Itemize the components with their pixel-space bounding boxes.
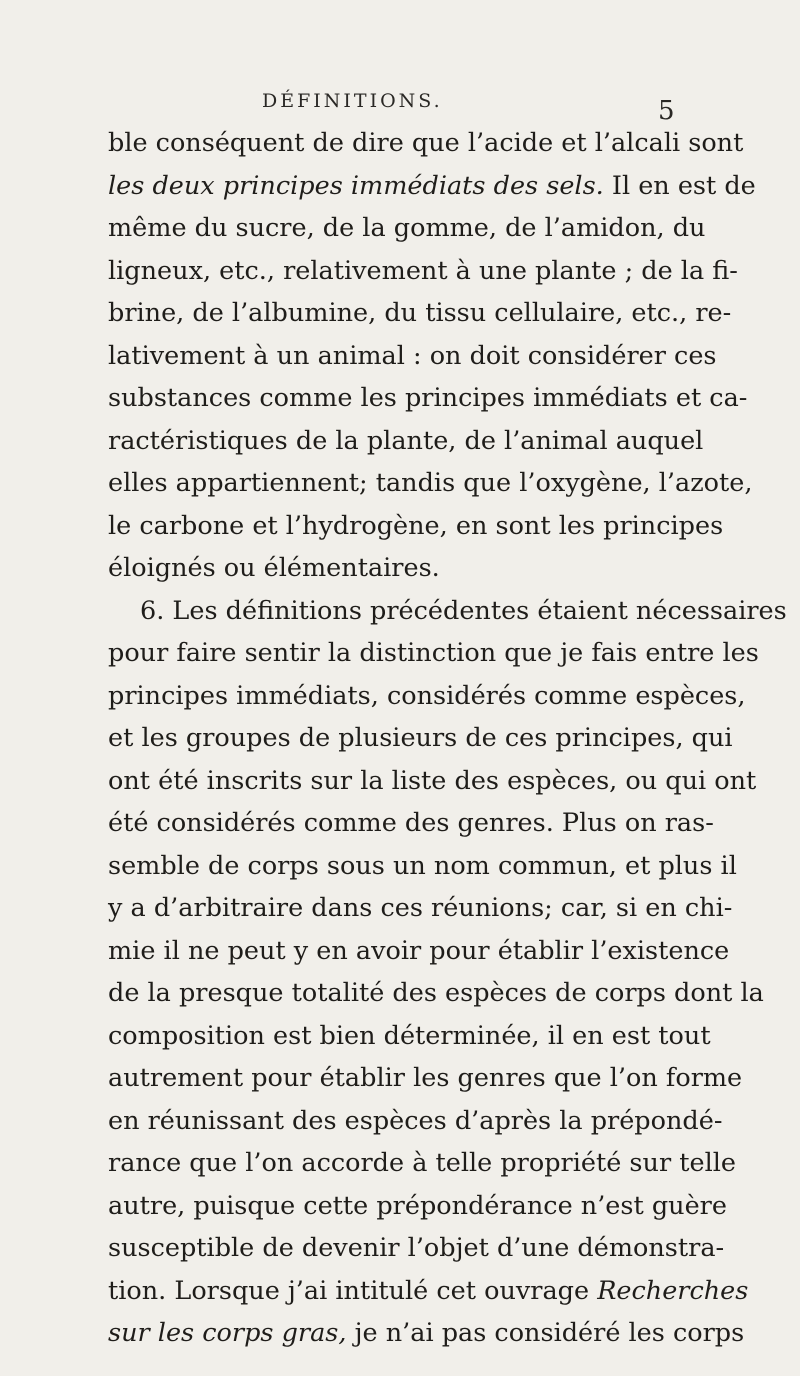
paragraph-start-line: 6. Les définitions précédentes étaient nécessaires	[140, 595, 787, 626]
text-line: sur les corps gras, je n’ai pas considéré les corps	[108, 1318, 745, 1348]
text-line: y a d’arbitraire dans ces réunions; car, si en chi-	[108, 893, 733, 923]
text-line: principes immédiats, considérés comme espèces,	[108, 680, 746, 711]
body-text	[108, 122, 787, 1355]
text-line: tion. Lorsque j’ai intitulé cet ouvrage Recherches	[108, 1275, 749, 1306]
text-line: composition est bien déterminée, il en est tout	[108, 1020, 711, 1051]
text-line: les deux principes immédiats des sels. Il en est de	[108, 170, 756, 201]
text-line: ont été inscrits sur la liste des espèces, ou qui ont	[108, 765, 757, 796]
text-line: ble conséquent de dire que l’acide et l’alcali sont	[108, 128, 744, 158]
text-line: ligneux, etc., relativement à une plante ; de la fi-	[108, 255, 738, 286]
text-line: autre, puisque cette prépondérance n’est guère	[108, 1190, 727, 1221]
text-line: de la presque totalité des espèces de corps dont la	[108, 978, 764, 1008]
text-line: ractéristiques de la plante, de l’animal auquel	[108, 425, 704, 456]
text-line: le carbone et l’hydrogène, en sont les principes	[108, 510, 724, 541]
text-line: en réunissant des espèces d’après la prépondé-	[108, 1105, 723, 1136]
text-line: brine, de l’albumine, du tissu cellulaire, etc., re-	[108, 298, 732, 328]
text-line: elles appartiennent; tandis que l’oxygène, l’azote,	[108, 468, 753, 498]
text-line: susceptible de devenir l’objet d’une démonstra-	[108, 1233, 725, 1263]
text-line: substances comme les principes immédiats et ca-	[108, 383, 748, 413]
running-title: DÉFINITIONS.	[262, 90, 443, 112]
text-line: éloignés ou élémentaires.	[108, 553, 440, 583]
text-line: lativement à un animal : on doit considérer ces	[108, 340, 717, 371]
text-line: autrement pour établir les genres que l’on forme	[108, 1063, 743, 1093]
text-line: mie il ne peut y en avoir pour établir l’existence	[108, 935, 730, 966]
page-number: 5	[658, 96, 675, 126]
text-line: même du sucre, de la gomme, de l’amidon, du	[108, 213, 706, 243]
text-line: été considérés comme des genres. Plus on ras-	[108, 808, 714, 838]
text-line: semble de corps sous un nom commun, et plus il	[108, 850, 737, 881]
text-line: et les groupes de plusieurs de ces principes, qui	[108, 723, 733, 753]
text-line: pour faire sentir la distinction que je fais entre les	[108, 638, 759, 668]
text-line: rance que l’on accorde à telle propriété sur telle	[108, 1148, 736, 1178]
